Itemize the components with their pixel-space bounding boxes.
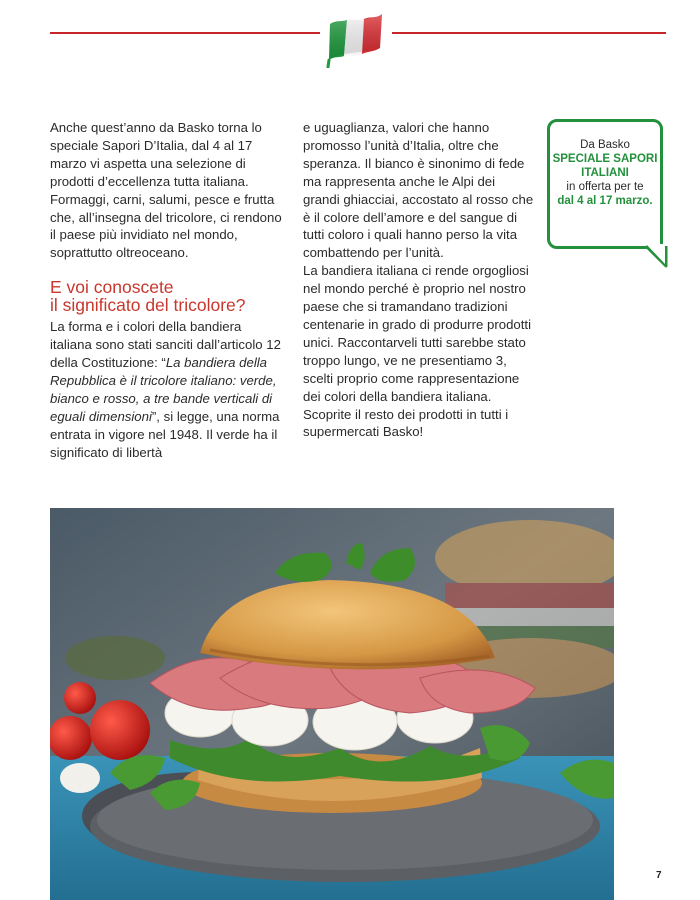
heading-line-2: il significato del tricolore? (50, 295, 246, 316)
promo-dates: dal 4 al 17 marzo. (557, 195, 653, 207)
flag-paragraph (50, 318, 282, 461)
heading-line-1: E voi conoscete (50, 277, 174, 298)
callout-tail-icon (646, 244, 668, 268)
page-number: 7 (656, 870, 662, 881)
italian-flag-icon (326, 10, 386, 68)
article-middle-column (303, 119, 535, 441)
constitution-quote: La bandiera della Repubblica è il tricolore italiano: verde, bianco e rosso, a tre bande verticali di eguali dimensioni (50, 355, 277, 424)
colors-paragraph: e uguaglianza, valori che hanno promosso l’unità d’Italia, oltre che speranza. Il bianco è sinonimo di fede ma rappresenta anche le Alpi dei grandi ghiacciai, accostato al rosso che è il colore dell’amore e del sangue di tutti coloro i quali hanno perso la vita combattendo per l’unità. (303, 120, 534, 261)
header-rule-right (392, 32, 666, 34)
closing-paragraph: La bandiera italiana ci rende orgogliosi nel mondo perché è proprio nel nostro paese che si tramandano tradizioni centenarie in grado di produrre prodotti unici. Raccontarveli tutti sarebbe stato troppo lungo, ve ne presentiamo 3, scelti proprio come rappresentazione dei colori della bandiera italiana. Scoprite il resto dei prodotti in tutti i supermercati Basko! (303, 263, 531, 440)
intro-paragraph: Anche quest’anno da Basko torna lo speciale Sapori D’Italia, dal 4 al 17 marzo vi aspetta una selezione di prodotti d’eccellenza tutta italiana. Formaggi, carni, salumi, pesce e frutta che, all’insegna del tricolore, ci rendono il paese più invidiato nel mondo, soprattutto oltreoceano. (50, 120, 282, 261)
sandwich-illustration (50, 508, 614, 900)
flag-paragraph-text-b: ”, si legge, una norma entrata in vigore nel 1948. Il verde ha il significato di libertà (50, 408, 280, 460)
promo-title: SPECIALE SAPORI ITALIANI (552, 153, 658, 179)
promo-callout (547, 119, 663, 249)
section-heading (50, 278, 282, 314)
article-left-column (50, 119, 282, 462)
promo-line-1: Da Basko (580, 139, 630, 151)
header-rule-left (50, 32, 320, 34)
sandwich-photo (50, 508, 614, 900)
flag-paragraph-text-a: La forma e i colori della bandiera italiana sono stati sanciti dall’articolo 12 della Costituzione: “ (50, 319, 281, 371)
promo-line-3: in offerta per te (566, 181, 644, 193)
